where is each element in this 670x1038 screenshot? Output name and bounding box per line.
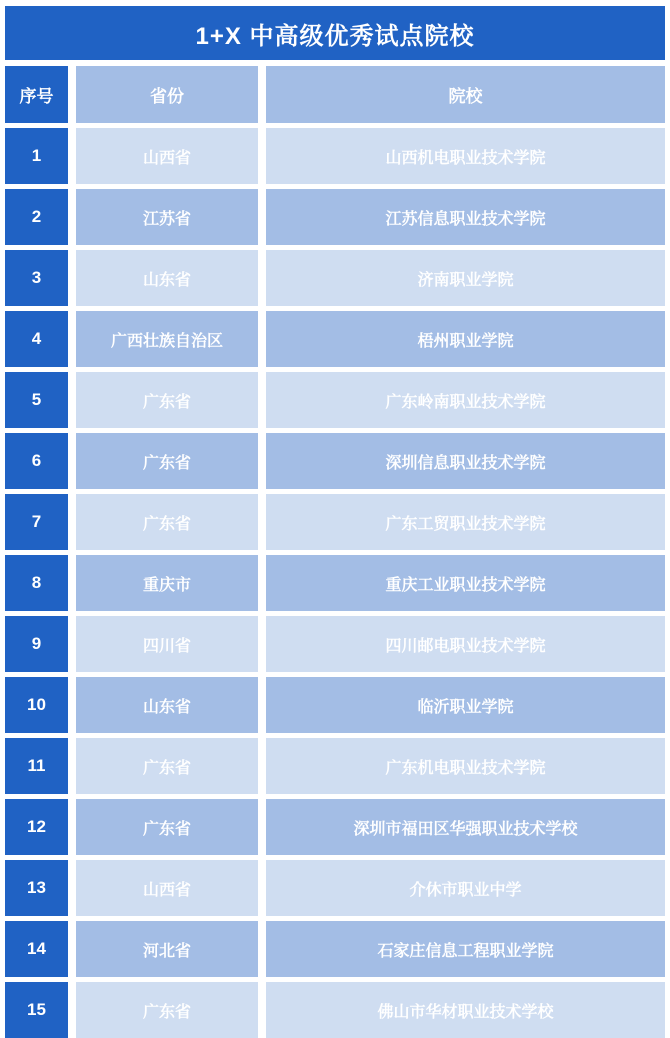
- row-index-cell: 3: [5, 250, 68, 306]
- row-institution-cell: 重庆工业职业技术学院: [266, 555, 665, 611]
- row-province-cell: 山西省: [76, 128, 258, 184]
- row-province-cell: 广东省: [76, 982, 258, 1038]
- row-index-cell: 7: [5, 494, 68, 550]
- row-institution-cell: 广东机电职业技术学院: [266, 738, 665, 794]
- row-institution-cell: 梧州职业学院: [266, 311, 665, 367]
- row-province-cell: 广东省: [76, 494, 258, 550]
- row-province-cell: 广西壮族自治区: [76, 311, 258, 367]
- row-province-cell: 四川省: [76, 616, 258, 672]
- row-index-cell: 5: [5, 372, 68, 428]
- row-province-cell: 广东省: [76, 433, 258, 489]
- row-index-cell: 1: [5, 128, 68, 184]
- row-institution-cell: 介休市职业中学: [266, 860, 665, 916]
- table-title: 1+X 中高级优秀试点院校: [195, 22, 475, 50]
- row-institution-cell: 四川邮电职业技术学院: [266, 616, 665, 672]
- row-index-cell: 8: [5, 555, 68, 611]
- row-index-cell: 4: [5, 311, 68, 367]
- row-province-cell: 广东省: [76, 372, 258, 428]
- table-title-bar: [5, 6, 665, 60]
- row-province-cell: 江苏省: [76, 189, 258, 245]
- row-province-cell: 广东省: [76, 738, 258, 794]
- row-index-cell: 9: [5, 616, 68, 672]
- row-province-cell: 山东省: [76, 677, 258, 733]
- row-institution-cell: 石家庄信息工程职业学院: [266, 921, 665, 977]
- row-institution-cell: 江苏信息职业技术学院: [266, 189, 665, 245]
- row-institution-cell: 深圳市福田区华强职业技术学校: [266, 799, 665, 855]
- row-index-cell: 14: [5, 921, 68, 977]
- row-province-cell: 山西省: [76, 860, 258, 916]
- header-cell-province: 省份: [76, 66, 258, 123]
- row-index-cell: 15: [5, 982, 68, 1038]
- row-index-cell: 2: [5, 189, 68, 245]
- row-index-cell: 13: [5, 860, 68, 916]
- row-province-cell: 广东省: [76, 799, 258, 855]
- pilot-institutions-table: [5, 66, 665, 1038]
- row-index-cell: 11: [5, 738, 68, 794]
- row-province-cell: 重庆市: [76, 555, 258, 611]
- header-cell-institution: 院校: [266, 66, 665, 123]
- row-institution-cell: 佛山市华材职业技术学校: [266, 982, 665, 1038]
- row-index-cell: 6: [5, 433, 68, 489]
- row-institution-cell: 广东工贸职业技术学院: [266, 494, 665, 550]
- row-institution-cell: 临沂职业学院: [266, 677, 665, 733]
- row-institution-cell: 深圳信息职业技术学院: [266, 433, 665, 489]
- row-institution-cell: 济南职业学院: [266, 250, 665, 306]
- row-index-cell: 12: [5, 799, 68, 855]
- row-province-cell: 河北省: [76, 921, 258, 977]
- row-province-cell: 山东省: [76, 250, 258, 306]
- row-institution-cell: 山西机电职业技术学院: [266, 128, 665, 184]
- row-index-cell: 10: [5, 677, 68, 733]
- row-institution-cell: 广东岭南职业技术学院: [266, 372, 665, 428]
- header-cell-index: 序号: [5, 66, 68, 123]
